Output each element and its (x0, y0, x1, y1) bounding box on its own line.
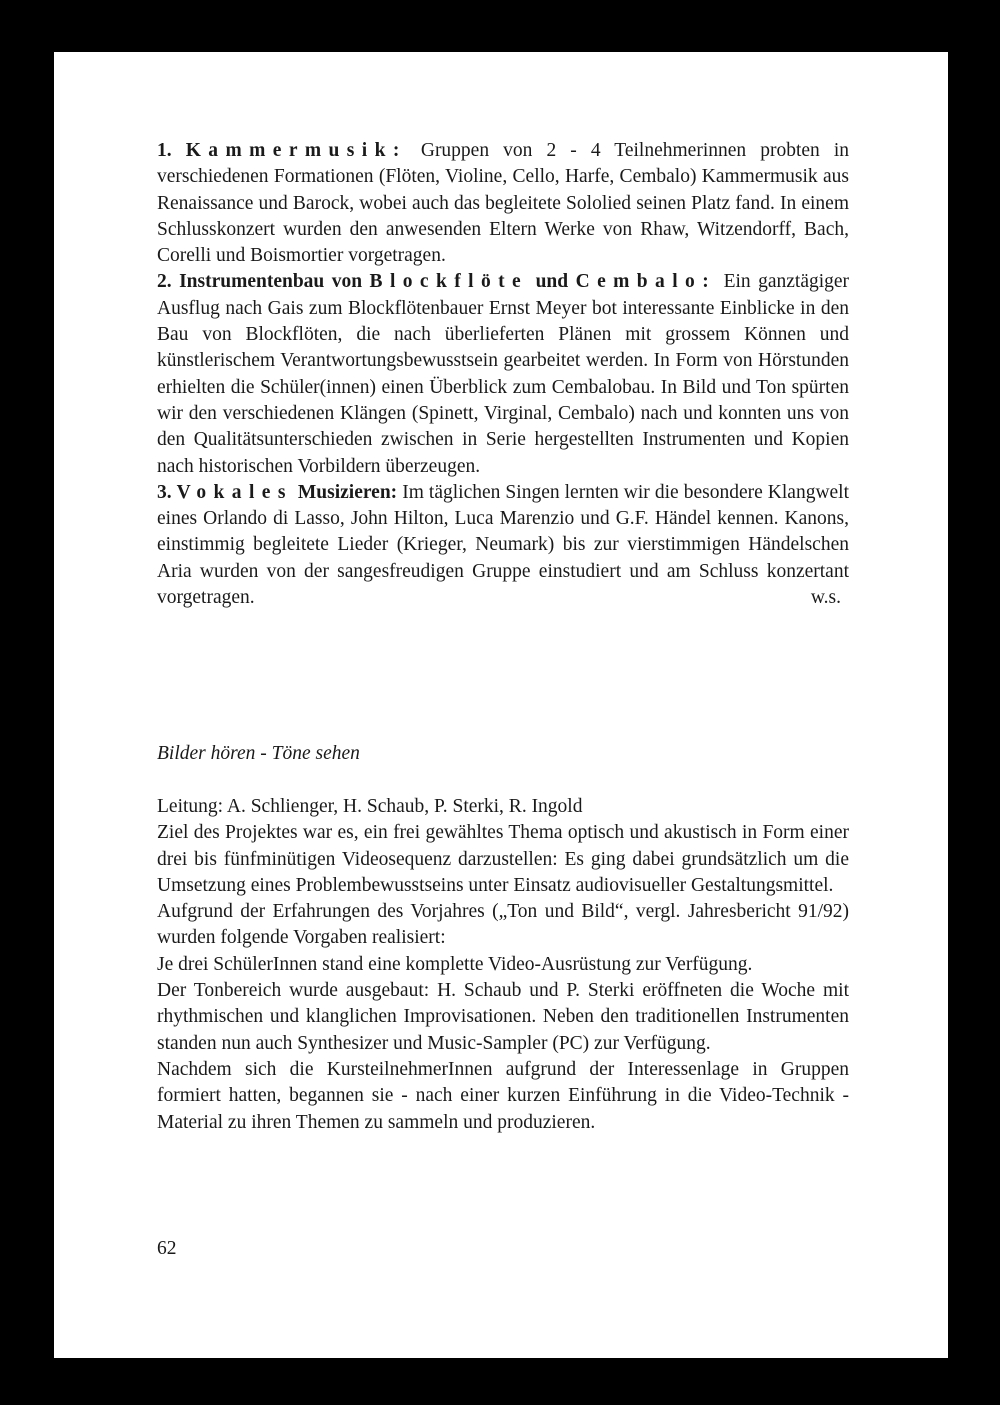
item-title-rest: Musizieren: (297, 481, 398, 503)
item-kammermusik (157, 138, 849, 269)
page-number: 62 (157, 1238, 177, 1259)
item-title-cembalo: Cembalo: (575, 271, 717, 293)
leitung-line: Leitung: A. Schlienger, H. Schaub, P. Sterki, R. Ingold (157, 796, 583, 817)
item-title-blockfloete: Blockflöte (369, 271, 529, 293)
paragraph: Aufgrund der Erfahrungen des Vorjahres („Ton und Bild“, vergl. Jahresbericht 91/92) wurden folgende Vorgaben realisiert: (157, 901, 849, 949)
item-number: 1. (157, 140, 172, 161)
item-text: Im täglichen Singen lernten wir die besondere Klangwelt eines Orlando di Lasso, John Hilton, Luca Marenzio und G.F. Händel kennen. Kanons, einstimmig begleitete Lieder (Krieger, Neumark) bis zur vierstimmigen Händelschen Aria wurden von der sangesfreudigen Gruppe einstudiert und am Schluss konzertant vorgetragen. (157, 481, 850, 609)
item-number: 2. (157, 271, 172, 293)
item-instrumentenbau (157, 269, 849, 479)
item-title-vokales: Vokales (176, 481, 293, 503)
item-vokales-musizieren (157, 480, 849, 611)
project-list (157, 138, 849, 611)
item-title-prefix: Instrumentenbau von (179, 271, 363, 293)
paragraph: Nachdem sich die KursteilnehmerInnen aufgrund der Interessenlage in Gruppen formiert hatten, begannen sie - nach einer kurzen Einführung in die Video-Technik - Material zu ihren Themen zu sammeln und produzieren. (157, 1058, 849, 1133)
document-page (54, 52, 948, 1358)
section-body (157, 794, 849, 1136)
section-title: Bilder hören - Töne sehen (157, 743, 360, 764)
item-text: Ein ganztägiger Ausflug nach Gais zum Blockflötenbauer Ernst Meyer bot interessante Einblicke in den Bau von Blockflöten, die nach überlieferten Plänen mit grossem Können und künstlerischem Verantwortungsbewusstsein gearbeitet werden. In Form von Hörstunden erhielten die Schüler(innen) einen Überblick zum Cembalobau. In Bild und Ton spürten wir den verschiedenen Klängen (Spinett, Virginal, Cembalo) nach und konnten uns von den Qualitätsunterschieden zwischen in Serie hergestellten Instrumenten und Kopien nach historischen Vorbildern überzeugen. (157, 271, 850, 477)
signature: w.s. (810, 587, 841, 609)
paragraph: Ziel des Projektes war es, ein frei gewähltes Thema optisch und akustisch in Form einer drei bis fünfminütigen Videosequenz darzustellen: Es ging dabei grundsätzlich um die Umsetzung eines Problembewusstseins unter Einsatz audiovisueller Gestaltungsmittel. (157, 822, 849, 896)
paragraph: Der Tonbereich wurde ausgebaut: H. Schaub und P. Sterki eröffneten die Woche mit rhythmischen und klanglichen Improvisationen. Neben den traditionellen Instrumenten standen nun auch Synthesizer und Music-Sampler (PC) zur Verfügung. (157, 980, 849, 1054)
item-number: 3. (157, 481, 172, 503)
item-title-mid: und (535, 271, 569, 293)
item-title: Kammermusik: (185, 140, 407, 161)
paragraph: Je drei SchülerInnen stand eine komplette Video-Ausrüstung zur Verfügung. (157, 953, 753, 975)
item-text: Gruppen von 2 - 4 Teilnehmerinnen probten in verschiedenen Formationen (Flöten, Violine, Cello, Harfe, Cembalo) Kammermusik aus Renaissance und Barock, wobei auch das begleitete Sololied seinen Platz fand. In einem Schlusskonzert wurden den anwesenden Eltern Werke von Rhaw, Witzendorff, Bach, Corelli und Boismortier vorgetragen. (157, 140, 850, 267)
